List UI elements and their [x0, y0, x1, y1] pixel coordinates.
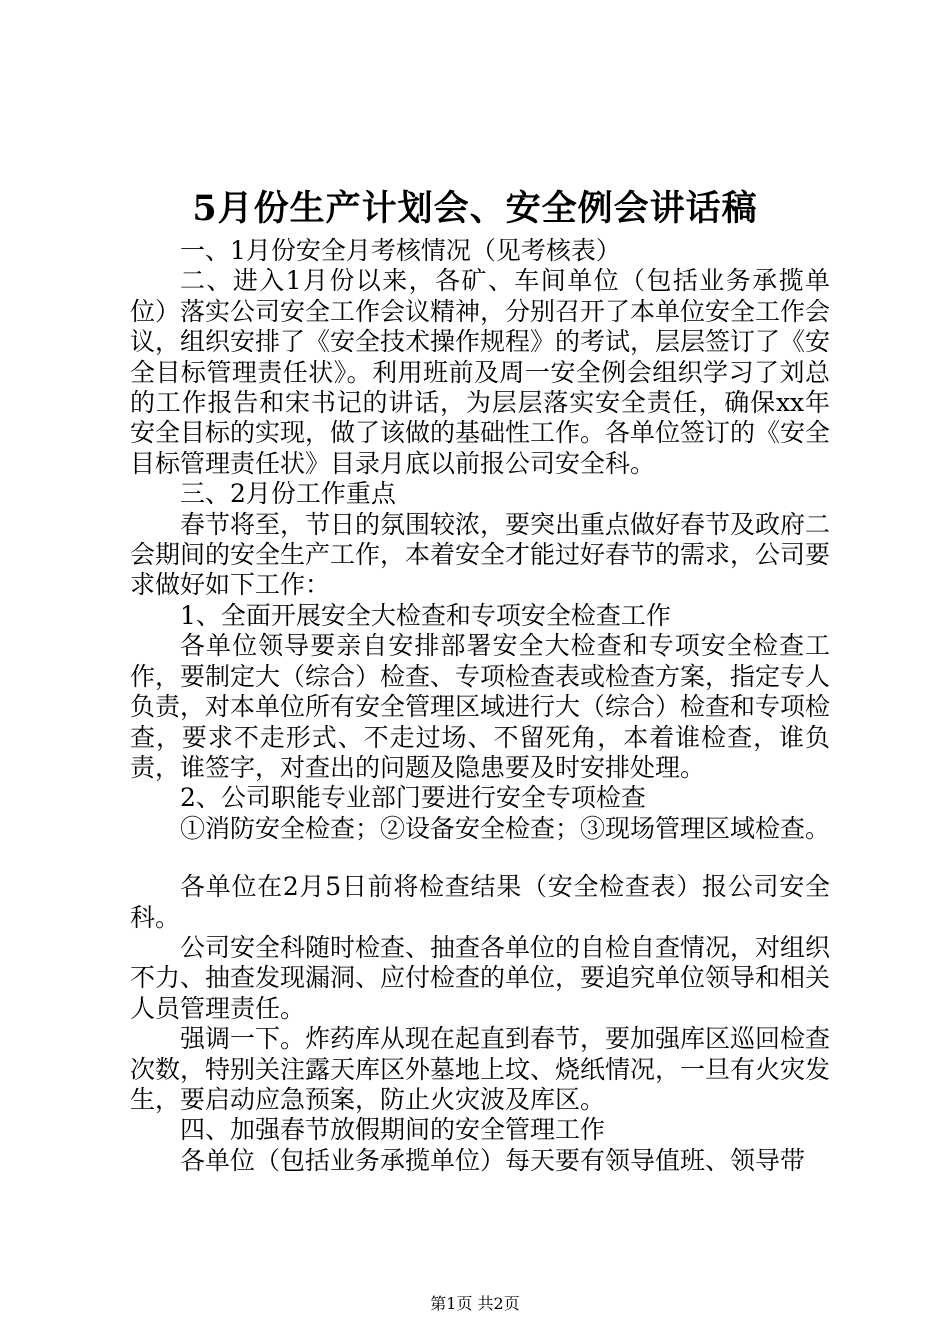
paragraph-holiday-duty: 各单位（包括业务承揽单位）每天要有领导值班、领导带 [180, 1145, 806, 1175]
paragraph-check-items: ①消防安全检查；②设备安全检查；③现场管理区域检查。 [180, 813, 831, 843]
paragraph-explosives-depot: 强调一下。炸药库从现在起直到春节，要加强库区巡回检查次数，特别关注露天库区外墓地上坟、烧纸情况，一旦有火灾发生，要启动应急预案，防止火灾波及库区。 [130, 1024, 831, 1114]
paragraph-spot-check: 公司安全科随时检查、抽查各单位的自检自查情况，对组织不力、抽查发现漏洞、应付检查的单位，要追究单位领导和相关人员管理责任。 [130, 932, 831, 1023]
document-title: 5月份生产计划会、安全例会讲话稿 [192, 188, 758, 229]
paragraph-report-deadline: 各单位在2月5日前将检查结果（安全检查表）报公司安全科。 [130, 872, 830, 932]
paragraph-inspection-work: 各单位领导要亲自安排部署安全大检查和专项安全检查工作，要制定大（综合）检查、专项检查表或检查方案，指定专人负责，对本单位所有安全管理区域进行大（综合）检查和专项检查，要求不走形式、不走过场、不留死角，本着谁检查，谁负责，谁签字，对查出的问题及隐患要及时安排处理。 [130, 631, 831, 782]
paragraph-progress-report: 二、进入1月份以来，各矿、车间单位（包括业务承揽单位）落实公司安全工作会议精神，分别召开了本单位安全工作会议，组织安排了《安全技术操作规程》的考试，层层签订了《安全目标管理责任状》。利用班前及周一安全例会组织学习了刘总的工作报告和宋书记的讲话，为层层落实安全责任，确保xx年安全目标的实现，做了该做的基础性工作。各单位签订的《安全目标管理责任状》目录月底以前报公司安全科。 [130, 266, 831, 478]
subheading-1: 1、全面开展安全大检查和专项安全检查工作 [180, 600, 671, 630]
document-body [130, 236, 830, 1176]
section-heading-4: 四、加强春节放假期间的安全管理工作 [180, 1115, 606, 1145]
section-heading-3: 三、2月份工作重点 [180, 479, 396, 509]
page-number-footer: 第1页 共2页 [430, 1294, 520, 1313]
subheading-2: 2、公司职能专业部门要进行安全专项检查 [180, 783, 646, 813]
section-heading-1: 一、1月份安全月考核情况（见考核表） [180, 236, 621, 265]
paragraph-spring-festival: 春节将至，节日的氛围较浓，要突出重点做好春节及政府二会期间的安全生产工作，本着安全才能过好春节的需求，公司要求做好如下工作： [130, 509, 831, 600]
